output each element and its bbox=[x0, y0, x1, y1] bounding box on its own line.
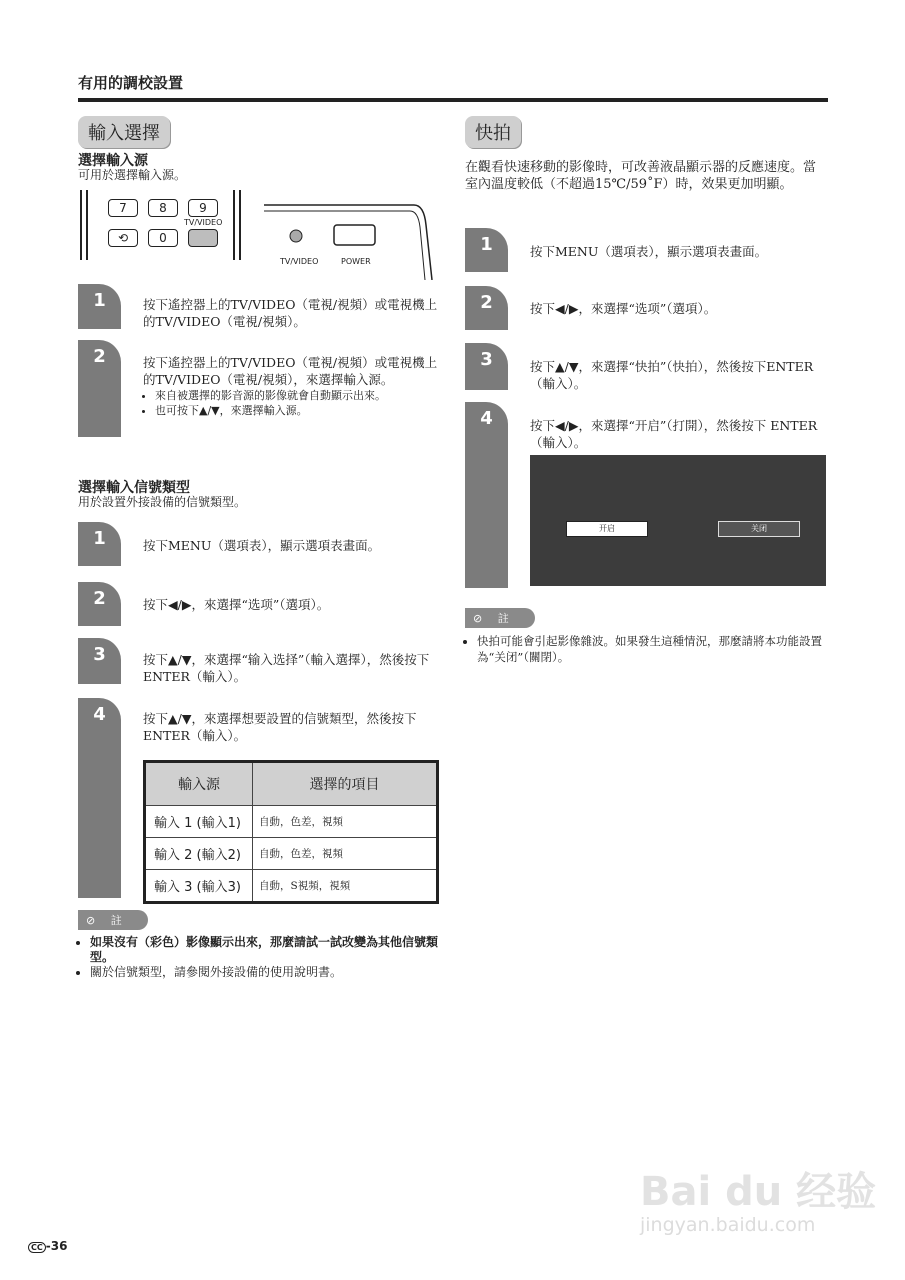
osd-screen bbox=[530, 455, 826, 586]
page-number-value: -36 bbox=[45, 1239, 68, 1253]
key-7: 7 bbox=[108, 199, 138, 217]
note-left-bullet-2: • 關於信號類型，請參閱外接設備的使用說明書。 bbox=[90, 965, 450, 980]
step-badge-b4: 4 bbox=[78, 698, 121, 898]
step-badge-c2: 2 bbox=[465, 286, 508, 330]
paperclip-icon: ⊘ bbox=[86, 914, 96, 927]
note-left-bullet-1: • 如果沒有（彩色）影像顯示出來，那麼請試一試改變為其他信號類型。 bbox=[90, 935, 450, 965]
panel-tvvideo-label: TV/VIDEO bbox=[280, 257, 319, 266]
table-row bbox=[145, 806, 438, 838]
step-text-b4: 按下▲/▼，來選擇想要設置的信號類型，然後按下ENTER（輸入）。 bbox=[143, 711, 417, 743]
step-badge-a2: 2 bbox=[78, 340, 121, 437]
step-text-c1: 按下MENU（選項表），顯示選項表畫面。 bbox=[530, 244, 768, 259]
step-text-a2 bbox=[143, 354, 439, 418]
key-tvvideo bbox=[188, 229, 218, 247]
sub-title-input-source: 選擇輸入源 bbox=[78, 153, 148, 169]
step-text-b2: 按下◀/▶，來選擇“选项”（選項）。 bbox=[143, 597, 330, 612]
page-number bbox=[28, 1239, 67, 1253]
sub-desc-signal-type: 用於設置外接設備的信號類型。 bbox=[78, 495, 247, 509]
section-desc-quick-shoot: 在觀看快速移動的影像時，可改善液晶顯示器的反應速度。當室內溫度較低（不超過15℃/59˚F）時，效果更加明顯。 bbox=[465, 160, 817, 192]
step-text-c2: 按下◀/▶，來選擇“选项”（選項）。 bbox=[530, 301, 717, 316]
sub-desc-input-source: 可用於選擇輸入源。 bbox=[78, 168, 187, 182]
watermark-url: jingyan.baidu.com bbox=[640, 1214, 816, 1236]
step-badge-c1: 1 bbox=[465, 228, 508, 272]
osd-off-button[interactable]: 关闭 bbox=[718, 521, 800, 537]
note-label: 註 bbox=[497, 612, 509, 625]
table-row bbox=[145, 870, 438, 903]
signal-type-table bbox=[143, 760, 439, 904]
step-badge-b3: 3 bbox=[78, 638, 121, 684]
table-row bbox=[145, 838, 438, 870]
note-right-bullet-1: • 快拍可能會引起影像雜波。如果發生這種情況，那麼請將本功能設置為“关闭”（關閉）。 bbox=[477, 633, 839, 665]
note-list-right bbox=[465, 633, 839, 665]
language-badge: CC bbox=[28, 1242, 46, 1253]
step-text-a2-main: 按下遙控器上的TV/VIDEO（電視/視頻）或電視機上的TV/VIDEO（電視/視頻），來選擇輸入源。 bbox=[143, 355, 438, 387]
sub-title-signal-type: 選擇輸入信號類型 bbox=[78, 480, 190, 496]
paperclip-icon: ⊘ bbox=[473, 612, 483, 625]
page-header: 有用的調校設置 bbox=[78, 74, 184, 92]
step-text-b3: 按下▲/▼，來選擇“输入选择”（輸入選擇），然後按下 ENTER（輸入）。 bbox=[143, 652, 430, 684]
watermark-brand: Bai du 经验 bbox=[640, 1169, 877, 1215]
remote-illustration bbox=[78, 190, 248, 260]
key-9: 9 bbox=[188, 199, 218, 217]
key-tvvideo-label: TV/VIDEO bbox=[184, 218, 223, 227]
table-cell-items: 自動，S視頻，視頻 bbox=[253, 870, 438, 903]
table-header-source: 輸入源 bbox=[145, 762, 253, 806]
table-header-items: 選擇的項目 bbox=[253, 762, 438, 806]
table-header-row bbox=[145, 762, 438, 806]
step-text-b1: 按下MENU（選項表），顯示選項表畫面。 bbox=[143, 538, 381, 553]
osd-on-button[interactable]: 开启 bbox=[566, 521, 648, 537]
step-badge-b2: 2 bbox=[78, 582, 121, 626]
note-badge-right bbox=[465, 608, 535, 628]
header-rule bbox=[78, 98, 828, 102]
step-text-c3: 按下▲/▼，來選擇“快拍”（快拍），然後按下ENTER（輸入）。 bbox=[530, 359, 814, 391]
tv-panel-illustration bbox=[264, 195, 440, 280]
step-a2-bullet-2: • 也可按下▲/▼，來選擇輸入源。 bbox=[155, 403, 439, 418]
step-badge-c4: 4 bbox=[465, 402, 508, 588]
note-label: 註 bbox=[110, 914, 122, 927]
step-badge-a1: 1 bbox=[78, 284, 121, 329]
tv-panel-outline bbox=[264, 195, 440, 280]
step-text-c4: 按下◀/▶，來選擇“开启”（打開），然後按下 ENTER（輸入）。 bbox=[530, 418, 818, 450]
note-list-left bbox=[78, 935, 450, 980]
section-title-quick-shoot: 快拍 bbox=[465, 116, 521, 148]
step-badge-b1: 1 bbox=[78, 522, 121, 566]
note-badge-left bbox=[78, 910, 148, 930]
table-cell-source: 輸入 3 (輸入3) bbox=[145, 870, 253, 903]
step-a2-bullet-1: • 來自被選擇的影音源的影像就會自動顯示出來。 bbox=[155, 388, 439, 403]
key-0: 0 bbox=[148, 229, 178, 247]
key-flashback: ⟲ bbox=[108, 229, 138, 247]
table-cell-items: 自動，色差，視頻 bbox=[253, 838, 438, 870]
step-text-a1: 按下遙控器上的TV/VIDEO（電視/視頻）或電視機上的TV/VIDEO（電視/視頻）。 bbox=[143, 297, 438, 329]
key-8: 8 bbox=[148, 199, 178, 217]
table-cell-source: 輸入 2 (輸入2) bbox=[145, 838, 253, 870]
table-cell-source: 輸入 1 (輸入1) bbox=[145, 806, 253, 838]
table-cell-items: 自動，色差，視頻 bbox=[253, 806, 438, 838]
step-badge-c3: 3 bbox=[465, 343, 508, 390]
panel-power-label: POWER bbox=[341, 257, 371, 266]
section-title-input-select: 輸入選擇 bbox=[78, 116, 170, 148]
